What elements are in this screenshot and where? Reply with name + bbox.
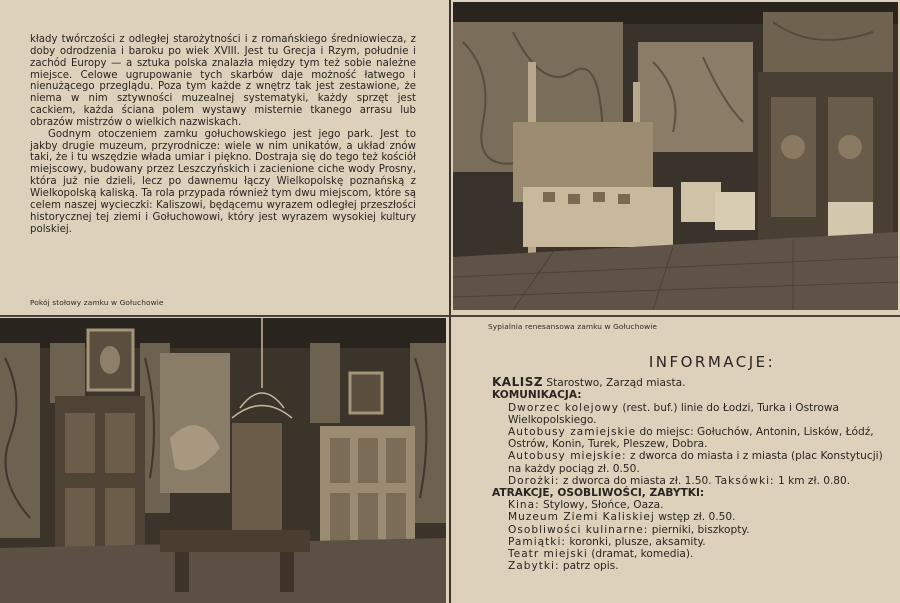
dining-room-photo (0, 318, 446, 603)
page-fold-horizontal (0, 315, 900, 317)
bedroom-caption: Sypialnia renesansowa zamku w Gołuchowie (488, 322, 658, 331)
photo-page-bottom-left (0, 316, 449, 603)
photo-page-top-right (450, 0, 900, 315)
souvenirs: Pamiątki: koronki, plusze, aksamity. (508, 535, 706, 548)
dining-room-caption: Pokój stołowy zamku w Gołuchowie (30, 298, 164, 307)
railway-station: Dworzec kolejowy (rest. buf.) linie do Łodzi, Turka i Ostrowa Wielkopolskiego. (508, 401, 840, 426)
bedroom-photo (453, 2, 898, 310)
city-line (492, 376, 892, 389)
transport-heading: KOMUNIKACJA: (492, 389, 582, 402)
paragraph-1: kłady twórczości z odległej starożytności i z romańskiego średniowiecza, z doby odrodzenia i baroku po wiek XVIII. Jest tu Grecja i Rzym, południe i zachód Europy — a sztuka polska znalazła między tym też sobie należne miejsce. Celowe ugrupowanie tych skarbów daje możność łatwego i nienużącego przeglądu. Poza tym każde z wnętrz tak jest zestawione, że niema w nim sztywności muzealnej systematyki, każdy sprzęt jest cackiem, każda ściana polem wystawy misternie tkanego arrasu lub obrazów mistrzów o wielkich nazwiskach. (30, 34, 416, 128)
city-details: Starostwo, Zarząd miasta. (546, 377, 686, 390)
monuments: Zabytki: patrz opis. (508, 560, 619, 573)
text-page-top-left (0, 0, 449, 315)
paragraph-2: Godnym otoczeniem zamku gołuchowskiego jest jego park. Jest to jakby drugie muzeum, przyrodnicze: wiele w nim unikatów, a układ znów taki, że i tu wszędzie włada umiar i piękno. Dostraja się do tego też kościół miejscowy, budowany przez Leszczyńskich i zacienione ciche wody Prosny, która już nie dzieli, lecz po dawnemu łączy Wielkopolskę poznańską z Wielkopolską kaliską. Ta rola przypada również tym dwu miejscom, które są celem naszej wycieczki: Kaliszowi, będącemu wyrazem odległej przeszłości historycznej tej ziemi i Gołuchowowi, który jest wyrazem wysokiej kultury polskiej. (30, 128, 416, 235)
info-page (450, 316, 900, 603)
culinary: Osobliwości kulinarne: pierniki, biszkopty. (508, 523, 750, 536)
cabs-and-taxis: Dorożki: z dworca do miasta zł. 1.50. Taksówki: 1 km zł. 0.80. (508, 474, 851, 487)
museum: Muzeum Ziemi Kaliskiej wstęp zł. 0.50. (508, 511, 736, 524)
info-block (492, 353, 892, 573)
city-buses: Autobusy miejskie: z dworca do miasta i z miasta (plac Konstytucji) na każdy pociąg zł. 0.50. (508, 450, 883, 475)
cinemas: Kina: Stylowy, Słońce, Oaza. (508, 499, 664, 512)
theatre: Teatr miejski (dramat, komedia). (508, 548, 694, 561)
intercity-buses: Autobusy zamiejskie do miejsc: Gołuchów, Antonin, Lisków, Łódź, Ostrów, Konin, Turek, Pleszew, Dobra. (508, 426, 874, 451)
body-text (30, 34, 416, 235)
page-fold-vertical (449, 0, 451, 603)
city-name: KALISZ (492, 375, 544, 390)
attractions-heading: ATRAKCJE, OSOBLIWOŚCI, ZABYTKI: (492, 487, 705, 500)
info-title: INFORMACJE: (648, 353, 776, 371)
